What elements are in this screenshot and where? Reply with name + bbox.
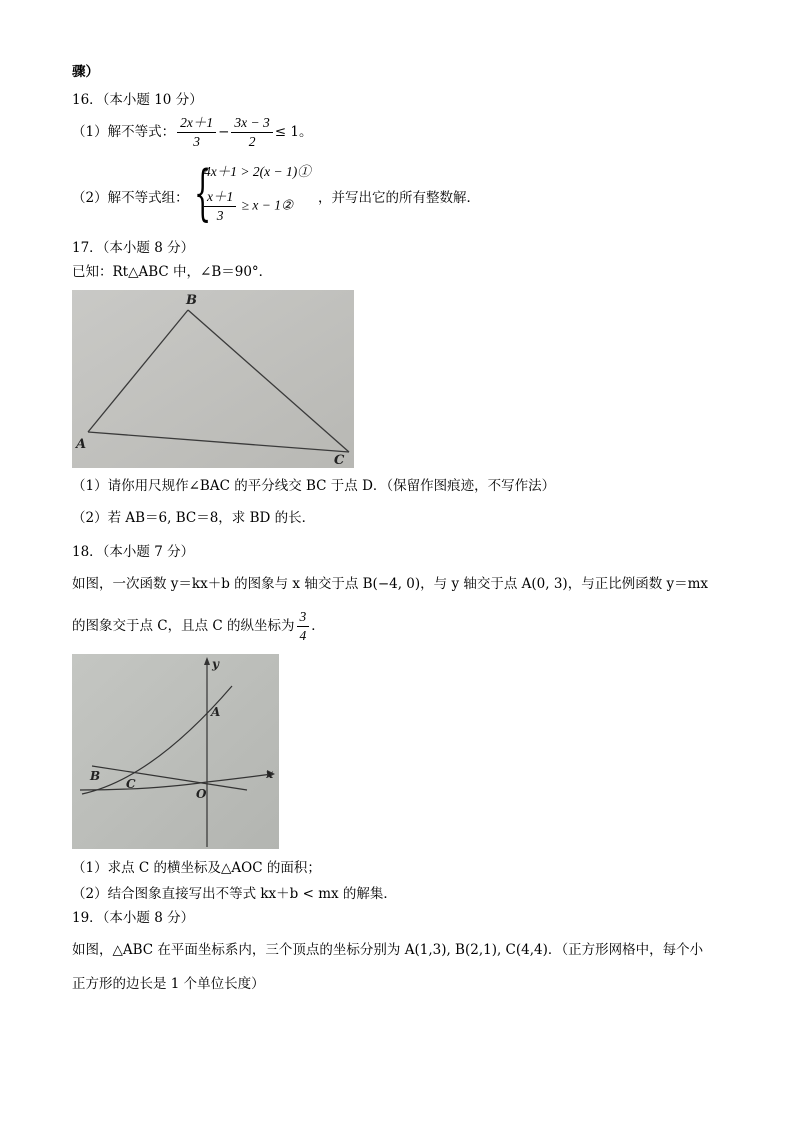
- q16-eq1: 4x＋1 > 2(x − 1)①: [204, 164, 311, 179]
- q16-part1: [72, 112, 312, 152]
- q16-brace: {: [194, 158, 212, 228]
- q16-frac1-den: 3: [193, 134, 200, 149]
- q16-frac2: [231, 114, 272, 151]
- q16-frac2-num: 3x − 3: [231, 114, 272, 133]
- q18-header: 18．（本小题 7 分）: [72, 544, 195, 560]
- label-a: A: [211, 705, 221, 719]
- label-o: O: [196, 787, 207, 801]
- label-b: B: [186, 293, 197, 308]
- q17-header: 17．（本小题 8 分）: [72, 240, 195, 256]
- q16-header: 16．（本小题 10 分）: [72, 92, 203, 108]
- q16-p1-label: （1）解不等式：: [72, 124, 176, 140]
- label-y: y: [212, 657, 219, 671]
- q16-p2-tail: ，并写出它的所有整数解．: [318, 190, 480, 206]
- q18-text2-post: ．: [311, 618, 325, 634]
- q19-header: 19．（本小题 8 分）: [72, 910, 195, 926]
- label-c: C: [126, 777, 136, 791]
- label-b: B: [90, 769, 101, 783]
- q18-frac-num: 3: [297, 608, 310, 627]
- q16-eq2-tail: ≥ x − 1②: [241, 197, 294, 213]
- graph-figure: [72, 654, 279, 849]
- q19-text1: 如图，△ABC 在平面坐标系内，三个顶点的坐标分别为 A(1,3), B(2,1), C(4,4)．（正方形网格中，每个小: [72, 942, 704, 958]
- q17-part2: （2）若 AB＝6, BC＝8，求 BD 的长．: [72, 510, 316, 526]
- q18-part2: （2）结合图象直接写出不等式 kx＋b < mx 的解集．: [72, 886, 397, 902]
- triangle-figure: [72, 290, 354, 468]
- q18-frac-den: 4: [299, 628, 307, 643]
- label-c: C: [334, 453, 345, 468]
- label-x: x: [266, 767, 274, 781]
- q16-p2-label: （2）解不等式组：: [72, 190, 189, 206]
- q17-part1: （1）请你用尺规作∠BAC 的平分线交 BC 于点 D．（保留作图痕迹，不写作法）: [72, 478, 556, 494]
- q16-frac1-num: 2x＋1: [177, 114, 216, 133]
- q17-given: 已知：Rt△ABC 中，∠B＝90°．: [72, 264, 273, 280]
- q16-part2: [72, 160, 532, 230]
- top-fragment: 骤）: [72, 64, 99, 80]
- q18-frac: [297, 608, 310, 645]
- label-a: A: [76, 437, 87, 452]
- q16-eq2: [204, 188, 293, 225]
- q18-text2-pre: 的图象交于点 C，且点 C 的纵坐标为: [72, 618, 295, 634]
- q18-part1: （1）求点 C 的横坐标及△AOC 的面积；: [72, 860, 321, 876]
- q16-frac2-den: 2: [248, 134, 256, 149]
- q16-eq2-num: x＋1: [204, 188, 236, 207]
- photo-background: [72, 654, 279, 849]
- q19-text2: 正方形的边长是 1 个单位长度）: [72, 976, 265, 992]
- q18-text1: 如图，一次函数 y＝kx＋b 的图象与 x 轴交于点 B(−4, 0)，与 y 轴交于点 A(0, 3)，与正比例函数 y＝mx: [72, 576, 709, 592]
- q16-eq2-den: 3: [216, 208, 224, 223]
- q16-minus: −: [218, 124, 230, 140]
- q16-frac1: [177, 114, 216, 151]
- q16-p1-tail: ≤ 1。: [274, 124, 313, 140]
- q18-text2: [72, 606, 325, 646]
